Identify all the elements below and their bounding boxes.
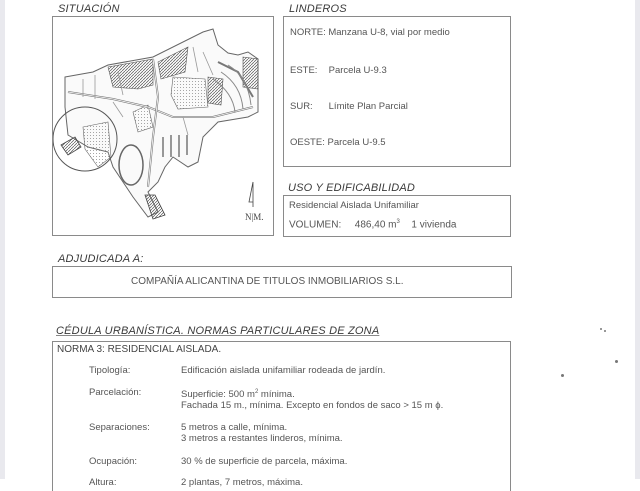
- lindero-key: NORTE:: [290, 27, 326, 38]
- situacion-title: SITUACIÓN: [58, 3, 120, 15]
- uso-tipo: Residencial Aislada Unifamiliar: [289, 200, 419, 211]
- volumen-value: 486,40 m: [354, 219, 397, 231]
- linderos-box: [283, 16, 511, 167]
- uso-volumen: [289, 219, 456, 230]
- lindero-key: OESTE:: [290, 137, 325, 148]
- lindero-value: Límite Plan Parcial: [328, 101, 408, 112]
- adjudicatario-name: COMPAÑÍA ALICANTINA DE TITULOS INMOBILIARIOS S.L.: [131, 276, 404, 287]
- superficie-text: Superficie: 500 m: [181, 389, 255, 401]
- lindero-key: SUR:: [290, 101, 313, 112]
- lindero-value: Manzana U-8, vial por medio: [328, 27, 450, 38]
- altura-value: 2 plantas, 7 metros, máxima.: [181, 477, 303, 488]
- uso-title: USO Y EDIFICABILIDAD: [288, 182, 416, 194]
- volumen-unit-sup: 3: [396, 219, 400, 225]
- lindero-norte: [290, 27, 450, 38]
- lindero-key: ESTE:: [290, 65, 318, 76]
- situation-map: [52, 16, 274, 236]
- uso-box: [283, 195, 511, 237]
- lindero-sur: [290, 101, 408, 112]
- site-plan-drawing: [53, 17, 273, 235]
- linderos-title: LINDEROS: [289, 3, 347, 15]
- ocupacion-label: Ocupación:: [89, 456, 138, 467]
- volumen-label: VOLUMEN:: [289, 219, 342, 231]
- lindero-oeste: [290, 137, 386, 148]
- adjudicada-box: [52, 266, 512, 298]
- norma-box: [52, 341, 511, 491]
- lindero-value: Parcela U-9.5: [327, 137, 386, 148]
- tipologia-value: Edificación aislada unifamiliar rodeada de jardín.: [181, 365, 386, 376]
- separaciones-value: [181, 422, 343, 444]
- north-label: N|M.: [245, 212, 264, 222]
- viviendas: 1 vivienda: [411, 219, 457, 231]
- superficie-post: mínima.: [258, 389, 295, 401]
- altura-label: Altura:: [89, 477, 117, 488]
- cedula-title: CÉDULA URBANÍSTICA. NORMAS PARTICULARES DE ZONA: [56, 325, 380, 337]
- parcelacion-value: [181, 387, 443, 411]
- lindero-este: [290, 65, 387, 76]
- separacion-linderos: 3 metros a restantes linderos, mínima.: [181, 433, 343, 444]
- scan-speck: [561, 374, 564, 377]
- scan-speck: [604, 330, 606, 332]
- norma-title: NORMA 3: RESIDENCIAL AISLADA.: [57, 344, 222, 355]
- page-edge-right: [635, 0, 640, 479]
- separacion-calle: 5 metros a calle, mínima.: [181, 422, 288, 433]
- page-edge-left: [0, 0, 5, 479]
- scan-speck: [615, 360, 618, 363]
- superficie-sup: 2: [254, 389, 259, 395]
- ocupacion-value: 30 % de superficie de parcela, máxima.: [181, 456, 348, 467]
- scan-speck: [600, 328, 602, 330]
- parcelacion-label: Parcelación:: [89, 387, 142, 398]
- adjudicada-title: ADJUDICADA A:: [58, 253, 144, 265]
- fachada-text: Fachada 15 m., mínima. Excepto en fondos de saco > 15 m ϕ.: [181, 400, 444, 412]
- separaciones-label: Separaciones:: [89, 422, 150, 433]
- lindero-value: Parcela U-9.3: [328, 65, 387, 76]
- tipologia-label: Tipología:: [89, 365, 131, 376]
